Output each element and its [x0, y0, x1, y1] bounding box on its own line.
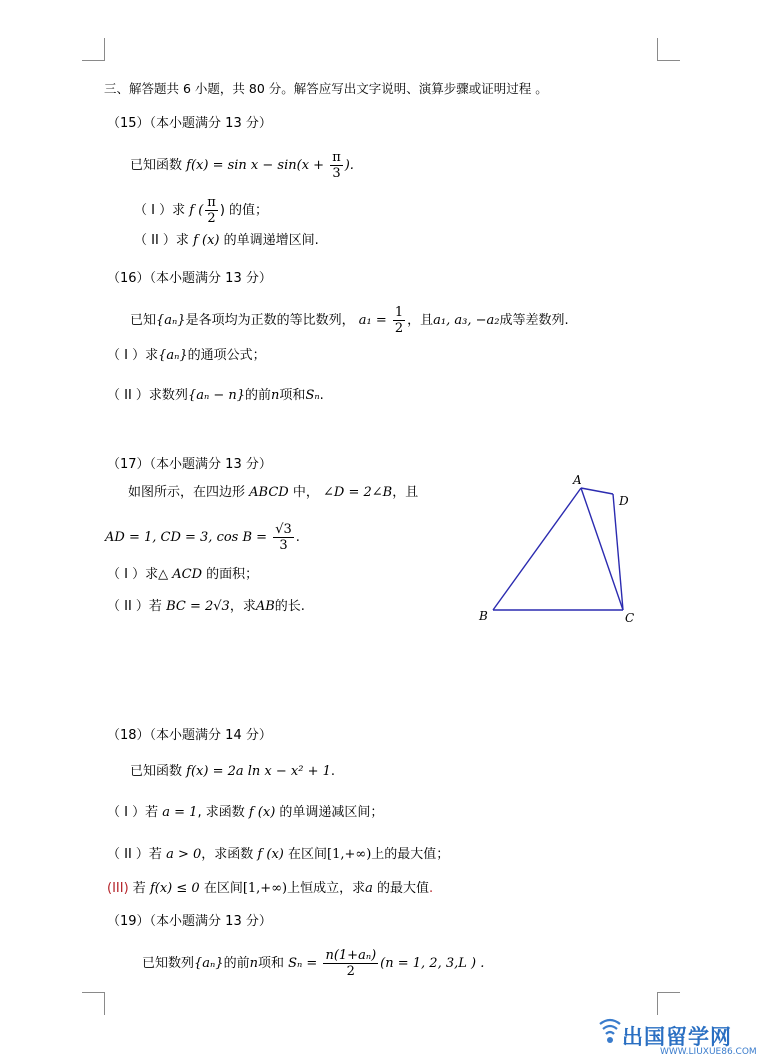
problem-15-given: 已知函数 f(x) = sin x − sin(x + $\frac{\pi}{3}$ ).: [130, 150, 354, 181]
problem-17-given-line-2: AD = 1, CD = 3, cos B = $\frac{√3}{3}$ .: [105, 522, 300, 553]
problem-15-part-2: （ II ）求 f (x) 的单调递增区间.: [134, 233, 319, 248]
edge-ab: [493, 488, 581, 610]
problem-16-heading: （16）（本小题满分 13 分）: [107, 271, 272, 286]
problem-16-given: 已知{aₙ}是各项均为正数的等比数列， a₁ = $\frac{1}{2}$ ，且a₁, a₃, −a₂成等差数列.: [130, 305, 569, 336]
problem-19-given: 已知数列{aₙ}的前n项和 Sₙ = $\frac{\text{n(1+aₙ)}}{2}$ (n = 1, 2, 3,L ) .: [142, 948, 485, 979]
problem-17-part-1: （ I ）求△ ACD 的面积；: [107, 567, 259, 582]
problem-17-part-2: （ II ）若 BC = 2√3，求AB的长.: [107, 599, 305, 614]
edge-ac: [581, 488, 623, 610]
problem-17-heading: （17）（本小题满分 13 分）: [107, 457, 272, 472]
watermark-logo-icon: [598, 1018, 622, 1050]
edge-dc: [613, 494, 623, 610]
quadrilateral-figure: [475, 468, 645, 633]
vertex-label-d: D: [619, 494, 629, 508]
crop-mark-top-right: [657, 38, 680, 61]
problem-18-given: 已知函数 f(x) = 2a ln x − x² + 1.: [130, 764, 336, 779]
edge-ad: [581, 488, 613, 494]
crop-mark-bottom-left: [82, 992, 105, 1015]
problem-15-heading: （15）（本小题满分 13 分）: [107, 116, 272, 131]
vertex-label-b: B: [479, 609, 488, 623]
crop-mark-bottom-right: [657, 992, 680, 1015]
problem-18-part-3: (III) 若 f(x) ≤ 0 在区间[1,+∞)上恒成立，求a 的最大值.: [107, 881, 434, 896]
problem-18-heading: （18）（本小题满分 14 分）: [107, 728, 272, 743]
problem-15-part-1: （ I ）求 f ( $\frac{\pi}{2}$ ) 的值；: [134, 195, 269, 226]
watermark-text: 出国留学网: [622, 1025, 732, 1049]
vertex-label-c: C: [625, 611, 635, 625]
vertex-label-a: A: [573, 473, 582, 487]
watermark-url: WWW.LIUXUE86.COM: [660, 1047, 757, 1057]
problem-16-part-2: （ II ）求数列{aₙ − n}的前n项和Sₙ.: [107, 388, 324, 403]
problem-18-part-1: （ I ）若 a = 1, 求函数 f (x) 的单调递减区间；: [107, 805, 384, 820]
problem-17-given: 如图所示，在四边形 ABCD 中， ∠D = 2∠B，且: [128, 485, 419, 500]
crop-mark-top-left: [82, 38, 105, 61]
problem-18-part-2: （ II ）若 a > 0，求函数 f (x) 在区间[1,+∞)上的最大值；: [107, 847, 450, 862]
problem-19-heading: （19）（本小题满分 13 分）: [107, 914, 272, 929]
problem-16-part-1: （ I ）求{aₙ}的通项公式；: [107, 348, 266, 363]
section-header: 三、解答题共 6 小题，共 80 分。解答应写出文字说明、演算步骤或证明过程 。: [104, 81, 548, 96]
